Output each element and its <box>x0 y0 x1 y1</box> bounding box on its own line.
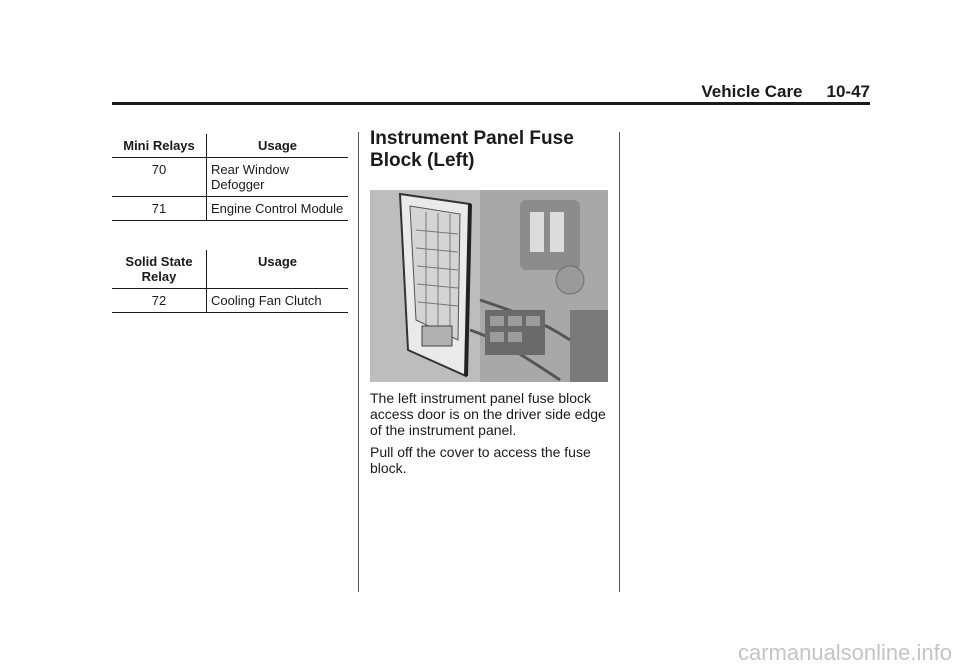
relay-number: 71 <box>112 197 207 221</box>
fuse-block-illustration <box>370 190 608 382</box>
relay-usage: Cooling Fan Clutch <box>207 289 349 313</box>
column-header: Usage <box>207 134 349 158</box>
relay-number: 72 <box>112 289 207 313</box>
table-row <box>112 197 348 221</box>
column-header: Mini Relays <box>112 134 207 158</box>
body-paragraph: Pull off the cover to access the fuse block. <box>370 444 591 476</box>
mini-relays-table <box>112 134 348 221</box>
watermark: carmanualsonline.info <box>737 640 952 665</box>
page-header <box>112 82 870 102</box>
solid-state-relay-table <box>112 250 348 313</box>
fuse-block-photo <box>370 190 608 382</box>
table-header-row <box>112 250 348 289</box>
table-header-row <box>112 134 348 158</box>
header-rule <box>112 102 870 105</box>
section-title: Vehicle Care <box>701 82 803 101</box>
relay-usage: Rear Window Defogger <box>207 158 349 197</box>
page-number: 10-47 <box>826 82 870 101</box>
section-heading: Instrument Panel Fuse Block (Left) <box>370 128 574 171</box>
relay-number: 70 <box>112 158 207 197</box>
column-divider <box>358 132 359 592</box>
table-row <box>112 289 348 313</box>
column-header: Usage <box>207 250 349 289</box>
body-paragraph: The left instrument panel fuse block access door is on the driver side edge of the instrument panel. <box>370 390 606 438</box>
column-divider <box>619 132 620 592</box>
column-header: Solid State Relay <box>112 250 207 289</box>
relay-usage: Engine Control Module <box>207 197 349 221</box>
table-row <box>112 158 348 197</box>
